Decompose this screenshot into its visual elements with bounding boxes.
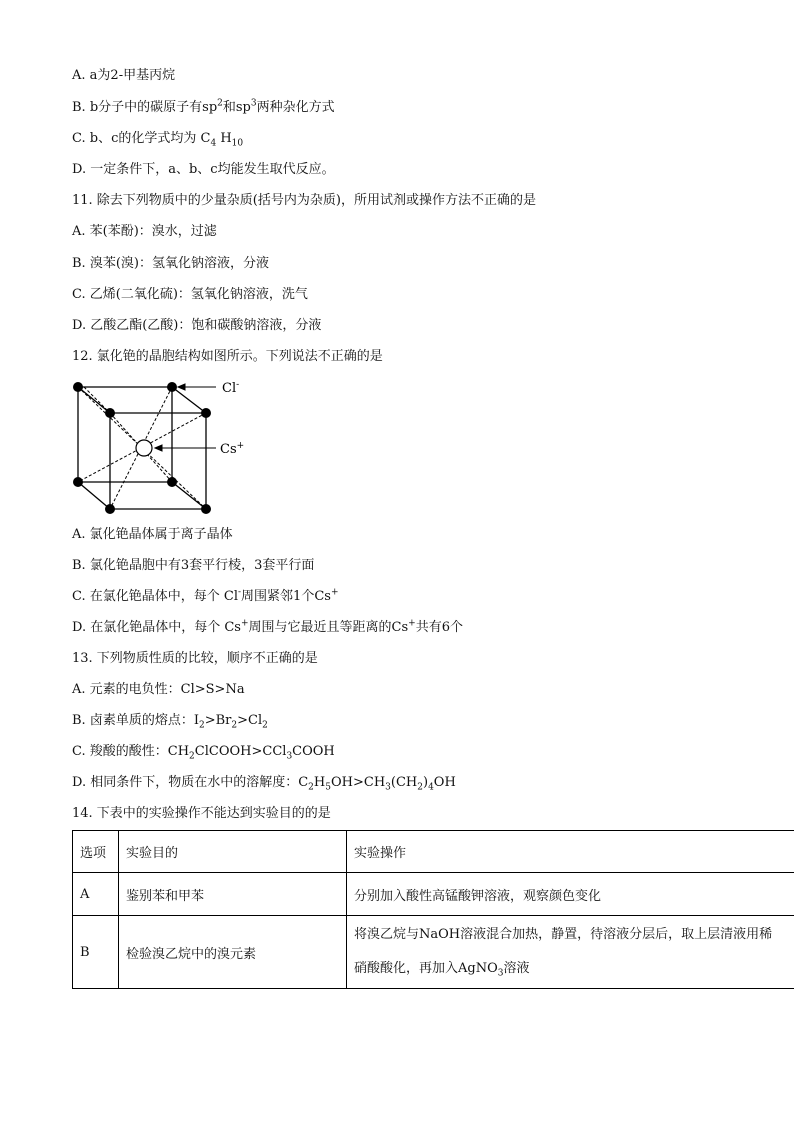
q12-option-b: B. 氯化铯晶胞中有3套平行棱，3套平行面	[72, 558, 315, 573]
experiment-table	[72, 830, 794, 989]
cell-purpose: 鉴别苯和甲苯	[119, 873, 347, 916]
cscl-unit-cell-diagram	[66, 372, 256, 520]
table-row	[73, 916, 794, 989]
back-face	[78, 387, 172, 482]
header-option: 选项	[73, 831, 119, 873]
q12-option-c: C. 在氯化铯晶体中，每个 Cl-周围紧邻1个Cs+	[72, 587, 339, 604]
q10-option-a: A. a为2-甲基丙烷	[72, 68, 176, 83]
table-header-row	[73, 831, 794, 873]
q14-stem: 14. 下表中的实验操作不能达到实验目的的是	[72, 806, 331, 821]
q13-option-d: D. 相同条件下，物质在水中的溶解度：$C_2H_5OH>CH_3(CH_2)_4OH$	[72, 775, 456, 793]
header-operation: 实验操作	[347, 831, 794, 873]
q13-option-a: A. 元素的电负性：Cl>S>Na	[72, 682, 245, 697]
cl-ion	[105, 408, 115, 418]
operation-line-1: 将溴乙烷与NaOH溶液混合加热，静置，待溶液分层后，取上层清液用稀	[354, 927, 773, 942]
q11-option-a: A. 苯(苯酚)：溴水，过滤	[72, 224, 217, 239]
cs-label: Cs+	[220, 441, 245, 457]
cl-ion	[201, 408, 211, 418]
q11-option-d: D. 乙酸乙酯(乙酸)：饱和碳酸钠溶液，分液	[72, 318, 322, 333]
cl-ion	[167, 477, 177, 487]
q11-option-c: C. 乙烯(二氧化硫)：氢氧化钠溶液，洗气	[72, 287, 308, 302]
q12-option-d: D. 在氯化铯晶体中，每个 Cs+周围与它最近且等距离的Cs+共有6个	[72, 618, 463, 635]
cl-ion	[73, 382, 83, 392]
q11-stem: 11. 除去下列物质中的少量杂质(括号内为杂质)，所用试剂或操作方法不正确的是	[72, 193, 536, 208]
cl-ion	[167, 382, 177, 392]
header-purpose: 实验目的	[119, 831, 347, 873]
q10-option-c: C. b、c的化学式均为 $C_4$ $H_{10}$	[72, 131, 244, 149]
q13-option-b: B. 卤素单质的熔点：$I_2>Br_2>Cl_2$	[72, 713, 268, 731]
table-row	[73, 873, 794, 916]
cell-option: A	[73, 873, 119, 916]
q11-option-b: B. 溴苯(溴)：氢氧化钠溶液，分液	[72, 256, 269, 271]
q10-option-b: B. b分子中的碳原子有$sp^2$和$sp^3$两种杂化方式	[72, 98, 335, 115]
cell-purpose: 检验溴乙烷中的溴元素	[119, 916, 347, 989]
cell-operation: 分别加入酸性高锰酸钾溶液，观察颜色变化	[347, 873, 794, 916]
operation-line-2: 硝酸酸化，再加入AgNO$_3$溶液	[354, 961, 530, 979]
cl-ion	[201, 504, 211, 514]
q10-option-d: D. 一定条件下，a、b、c均能发生取代反应。	[72, 162, 335, 177]
cl-ion	[105, 504, 115, 514]
cl-label: Cl-	[222, 380, 240, 396]
cs-ion	[136, 440, 152, 456]
q12-stem: 12. 氯化铯的晶胞结构如图所示。下列说法不正确的是	[72, 349, 383, 364]
q12-option-a: A. 氯化铯晶体属于离子晶体	[72, 527, 233, 542]
q13-stem: 13. 下列物质性质的比较，顺序不正确的是	[72, 651, 318, 666]
cell-option: B	[73, 916, 119, 989]
q13-option-c: C. 羧酸的酸性：$CH_2ClCOOH>CCl_3COOH$	[72, 744, 335, 762]
cl-ion	[73, 477, 83, 487]
cell-operation	[347, 916, 794, 989]
